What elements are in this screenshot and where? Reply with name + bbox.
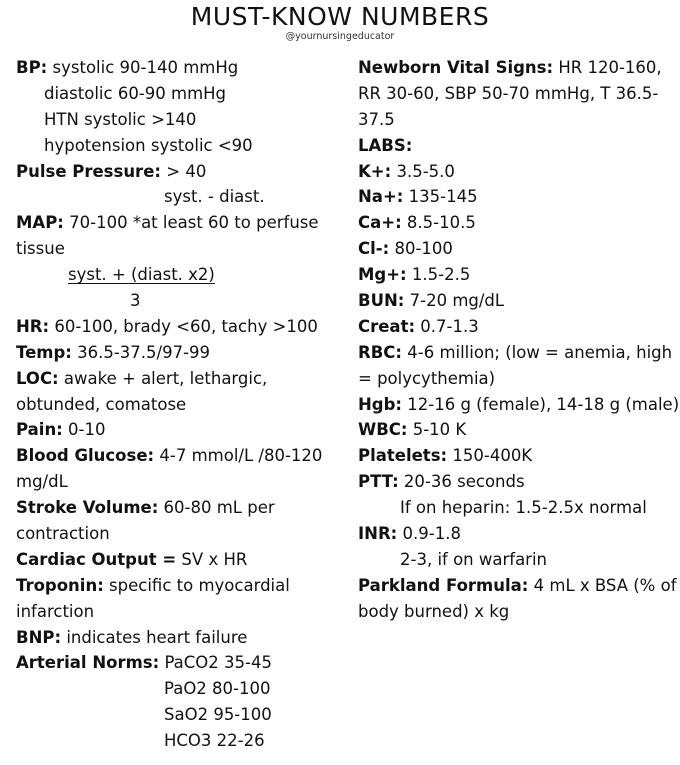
fact-line bbox=[358, 573, 678, 599]
fact-label: Pulse Pressure: bbox=[16, 161, 161, 181]
fact-line bbox=[358, 210, 678, 236]
fact-line bbox=[16, 702, 346, 728]
fact-label: Mg+: bbox=[358, 265, 407, 285]
fact-label: WBC: bbox=[358, 420, 408, 440]
fact-line bbox=[16, 547, 346, 573]
fact-label: INR: bbox=[358, 524, 398, 544]
fact-line bbox=[358, 107, 678, 133]
fact-line bbox=[358, 469, 678, 495]
fact-value: 4 mL x BSA (% of bbox=[528, 575, 677, 595]
fact-line bbox=[358, 340, 678, 366]
fact-label: HR: bbox=[16, 316, 50, 336]
fact-line bbox=[358, 547, 678, 573]
fact-line bbox=[16, 314, 346, 340]
fact-value: 0.9-1.8 bbox=[397, 524, 461, 544]
fact-line bbox=[16, 107, 346, 133]
fact-value: 80-100 bbox=[389, 239, 453, 259]
fact-label: Creat: bbox=[358, 316, 416, 336]
fact-value: syst. + (diast. x2) bbox=[68, 265, 215, 285]
fact-line bbox=[358, 184, 678, 210]
fact-value: systolic 90-140 mmHg bbox=[47, 58, 239, 77]
fact-value: HR 120-160, bbox=[553, 58, 662, 77]
fact-value: 36.5-37.5/97-99 bbox=[71, 342, 211, 362]
fact-line bbox=[16, 417, 346, 443]
fact-line bbox=[16, 81, 346, 107]
fact-line bbox=[16, 625, 346, 651]
fact-value: body burned) x kg bbox=[358, 601, 510, 621]
fact-label: Cardiac Output = bbox=[16, 549, 177, 569]
fact-value: SaO2 95-100 bbox=[164, 705, 272, 725]
fact-line bbox=[16, 55, 346, 81]
fact-label: LABS: bbox=[358, 135, 413, 155]
fact-line bbox=[16, 599, 346, 625]
fact-line bbox=[358, 262, 678, 288]
fact-line bbox=[358, 288, 678, 314]
fact-label: Platelets: bbox=[358, 446, 448, 466]
fact-label: Blood Glucose: bbox=[16, 446, 155, 466]
fact-label: Hgb: bbox=[358, 394, 403, 414]
fact-value: 12-16 g (female), 14-18 g (male) bbox=[402, 394, 680, 414]
fact-value: diastolic 60-90 mmHg bbox=[44, 83, 227, 103]
fact-line bbox=[16, 676, 346, 702]
formula-numerator bbox=[16, 262, 346, 288]
fact-value: infarction bbox=[16, 601, 95, 621]
fact-label: Newborn Vital Signs: bbox=[358, 58, 554, 77]
fact-value: specific to myocardial bbox=[103, 575, 290, 595]
fact-line bbox=[16, 210, 346, 236]
fact-line bbox=[358, 366, 678, 392]
fact-value: 7-20 mg/dL bbox=[404, 291, 505, 311]
fact-label: Na+: bbox=[358, 187, 404, 207]
fact-value: 37.5 bbox=[358, 109, 395, 129]
left-column bbox=[16, 55, 346, 754]
fact-label: Parkland Formula: bbox=[358, 575, 529, 595]
fact-value: 20-36 seconds bbox=[398, 472, 525, 492]
fact-line bbox=[358, 159, 678, 185]
fact-value: 135-145 bbox=[403, 187, 478, 207]
fact-line bbox=[358, 599, 678, 625]
fact-line bbox=[16, 340, 346, 366]
fact-label: RBC: bbox=[358, 342, 402, 362]
fact-value: 3.5-5.0 bbox=[391, 161, 455, 181]
fact-value: obtunded, comatose bbox=[16, 394, 187, 414]
fact-label: Arterial Norms: bbox=[16, 653, 160, 673]
fact-line bbox=[358, 417, 678, 443]
fact-label: Ca+: bbox=[358, 213, 402, 233]
fact-label: BNP: bbox=[16, 627, 62, 647]
fact-label: Cl-: bbox=[358, 239, 390, 259]
fact-line bbox=[16, 573, 346, 599]
fact-label: MAP: bbox=[16, 213, 64, 233]
fact-line bbox=[358, 55, 678, 81]
fact-value: awake + alert, lethargic, bbox=[58, 368, 268, 388]
right-column bbox=[358, 55, 678, 625]
fact-value: = polycythemia) bbox=[358, 368, 496, 388]
fact-line bbox=[16, 469, 346, 495]
fact-label: BP: bbox=[16, 58, 48, 77]
fact-value: HTN systolic >140 bbox=[44, 109, 197, 129]
fact-label: K+: bbox=[358, 161, 392, 181]
fact-line bbox=[16, 236, 346, 262]
fact-line bbox=[16, 133, 346, 159]
page-title: MUST-KNOW NUMBERS bbox=[190, 2, 490, 31]
fact-label: Pain: bbox=[16, 420, 63, 440]
fact-line bbox=[358, 314, 678, 340]
fact-line bbox=[358, 495, 678, 521]
fact-label: Temp: bbox=[16, 342, 72, 362]
fact-value: 5-10 K bbox=[407, 420, 467, 440]
fact-value: 8.5-10.5 bbox=[401, 213, 476, 233]
formula-denominator bbox=[16, 288, 346, 314]
fact-value: > 40 bbox=[161, 161, 207, 181]
fact-value: If on heparin: 1.5-2.5x normal bbox=[400, 498, 647, 518]
fact-value: hypotension systolic <90 bbox=[44, 135, 253, 155]
fact-label: Stroke Volume: bbox=[16, 498, 159, 518]
fact-line bbox=[16, 650, 346, 676]
fact-value: 2-3, if on warfarin bbox=[400, 549, 548, 569]
fact-label: PTT: bbox=[358, 472, 399, 492]
fact-line bbox=[358, 521, 678, 547]
fact-line bbox=[16, 184, 346, 210]
fact-value: syst. - diast. bbox=[164, 187, 265, 207]
fact-line bbox=[16, 728, 346, 754]
fact-value: 0-10 bbox=[62, 420, 106, 440]
fact-value: 4-6 million; (low = anemia, high bbox=[402, 342, 673, 362]
fact-value: 60-80 mL per bbox=[158, 498, 275, 518]
fact-line bbox=[16, 521, 346, 547]
fact-line bbox=[358, 81, 678, 107]
fact-line bbox=[16, 366, 346, 392]
fact-line bbox=[16, 392, 346, 418]
labs-heading bbox=[358, 133, 678, 159]
fact-value: indicates heart failure bbox=[61, 627, 248, 647]
fact-value: HCO3 22-26 bbox=[164, 731, 265, 751]
fact-label: BUN: bbox=[358, 291, 405, 311]
fact-value: SV x HR bbox=[176, 549, 248, 569]
fact-value: 60-100, brady <60, tachy >100 bbox=[49, 316, 318, 336]
fact-line bbox=[16, 443, 346, 469]
fact-value: RR 30-60, SBP 50-70 mmHg, T 36.5- bbox=[358, 83, 659, 103]
fact-value: PaCO2 35-45 bbox=[159, 653, 272, 673]
fact-value: 70-100 *at least 60 to perfuse bbox=[63, 213, 319, 233]
fact-value: mg/dL bbox=[16, 472, 68, 492]
fact-value: 1.5-2.5 bbox=[406, 265, 471, 285]
fact-value: 0.7-1.3 bbox=[415, 316, 479, 336]
fact-value: contraction bbox=[16, 524, 110, 544]
fact-value: tissue bbox=[16, 239, 65, 259]
fact-label: LOC: bbox=[16, 368, 59, 388]
fact-value: 4-7 mmol/L /80-120 bbox=[154, 446, 323, 466]
fact-value: 3 bbox=[130, 291, 141, 311]
fact-line bbox=[16, 159, 346, 185]
fact-line bbox=[358, 443, 678, 469]
fact-line bbox=[358, 392, 678, 418]
fact-value: 150-400K bbox=[447, 446, 533, 466]
fact-value: PaO2 80-100 bbox=[164, 679, 271, 699]
fact-line bbox=[16, 495, 346, 521]
fact-line bbox=[358, 236, 678, 262]
fact-label: Troponin: bbox=[16, 575, 104, 595]
author-handle: @yournursingeducator bbox=[285, 31, 395, 42]
